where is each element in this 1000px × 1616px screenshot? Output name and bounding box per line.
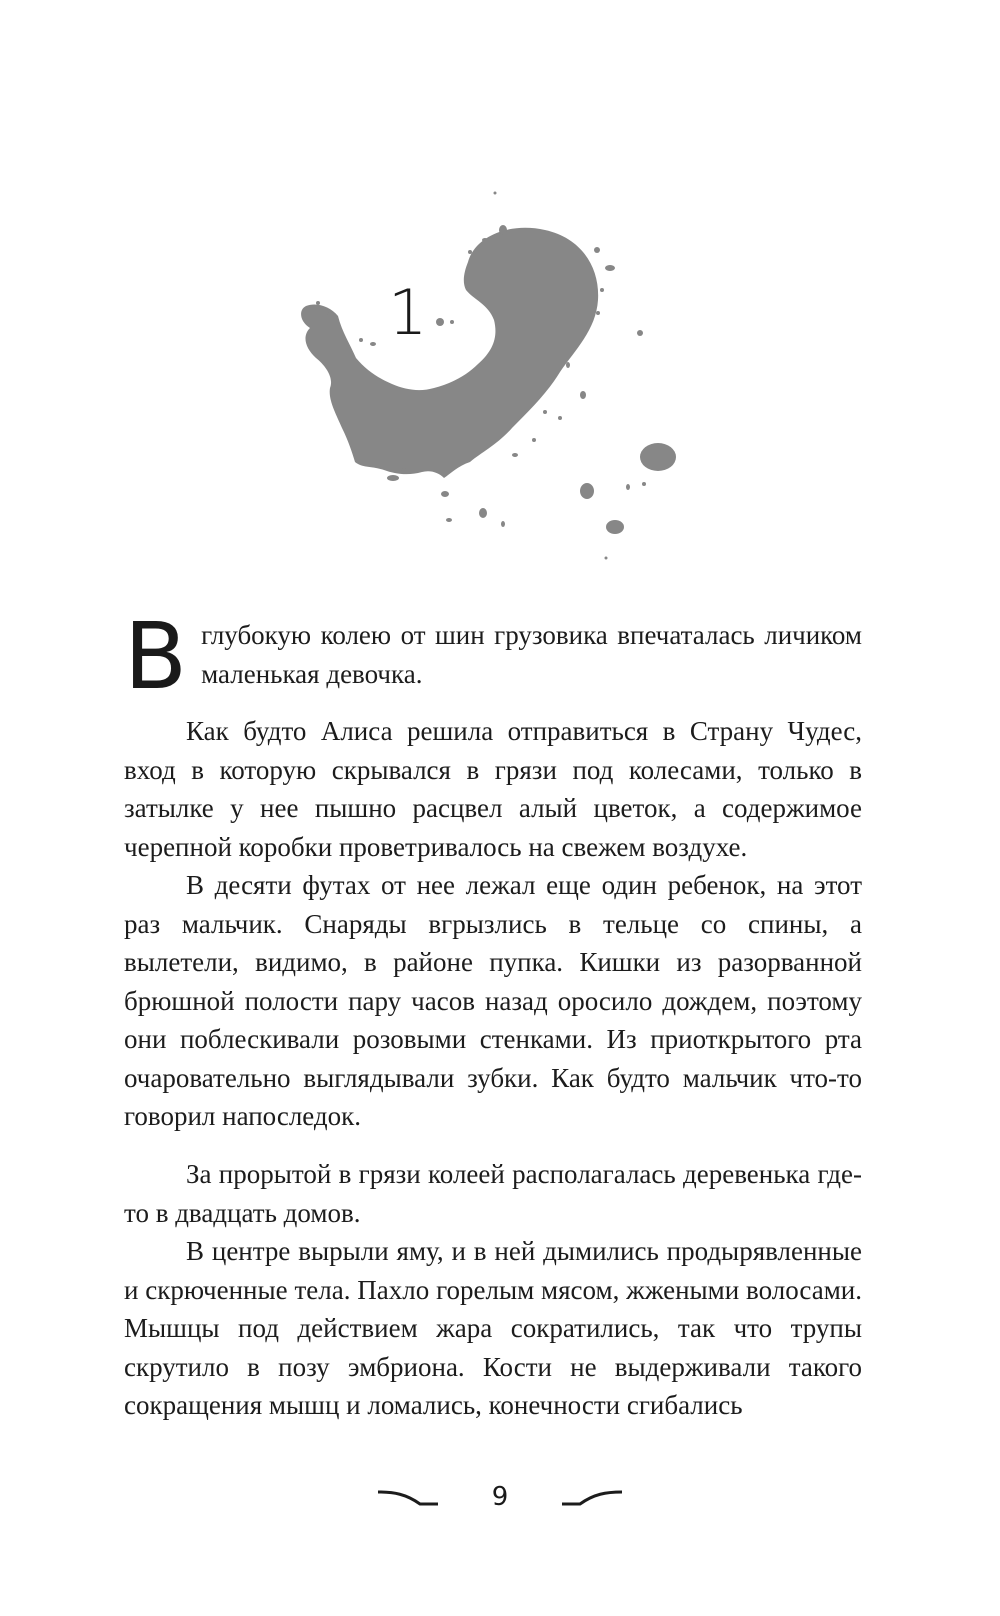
footer-ornament-right bbox=[524, 1480, 624, 1520]
section-2 bbox=[124, 1155, 862, 1425]
opening-paragraph bbox=[124, 603, 862, 710]
chapter-number: 1 bbox=[388, 276, 428, 349]
paragraph: За прорытой в грязи колеей располагалась деревенька где-то в двадцать домов. bbox=[124, 1159, 862, 1228]
paragraph: В десяти футах от нее лежал еще один ребенок, на этот раз мальчик. Снаряды вгрызлись в тельце со спины, а вылетели, видимо, в районе пупка. Кишки из разорванной брюшной полости пару часов назад оросило дождем, поэтому они поблескивали розовыми стенками. Из приоткрытого рта очаровательно выглядывали зубки. Как будто мальчик что-то говорил напоследок. bbox=[124, 870, 862, 1131]
drop-cap: В bbox=[124, 603, 188, 710]
page-footer bbox=[0, 1480, 1000, 1520]
footer-ornament-left bbox=[376, 1480, 476, 1520]
ink-splatter-shapes bbox=[301, 192, 676, 560]
opening-text: глубокую колею от шин грузовика впечаталась личиком маленькая девочка. bbox=[201, 620, 862, 689]
paragraph: В центре вырыли яму, и в ней дымились продырявленные и скрюченные тела. Пахло горелым мясом, жжеными волосами. Мышцы под действием жара сократились, так что трупы скрутило в позу эмбриона. Кости не выдерживали такого сокращения мышц и ломались, конечности сгибались bbox=[124, 1236, 862, 1420]
ink-splatter-ornament bbox=[0, 0, 1000, 600]
section-1 bbox=[124, 712, 862, 1136]
paragraph: Как будто Алиса решила отправиться в Страну Чудес, вход в которую скрывался в грязи под колесами, только в затылке у нее пышно расцвел алый цветок, а содержимое черепной коробки проветривалось на свежем воздухе. bbox=[124, 716, 862, 862]
page-number: 9 bbox=[491, 1482, 509, 1512]
